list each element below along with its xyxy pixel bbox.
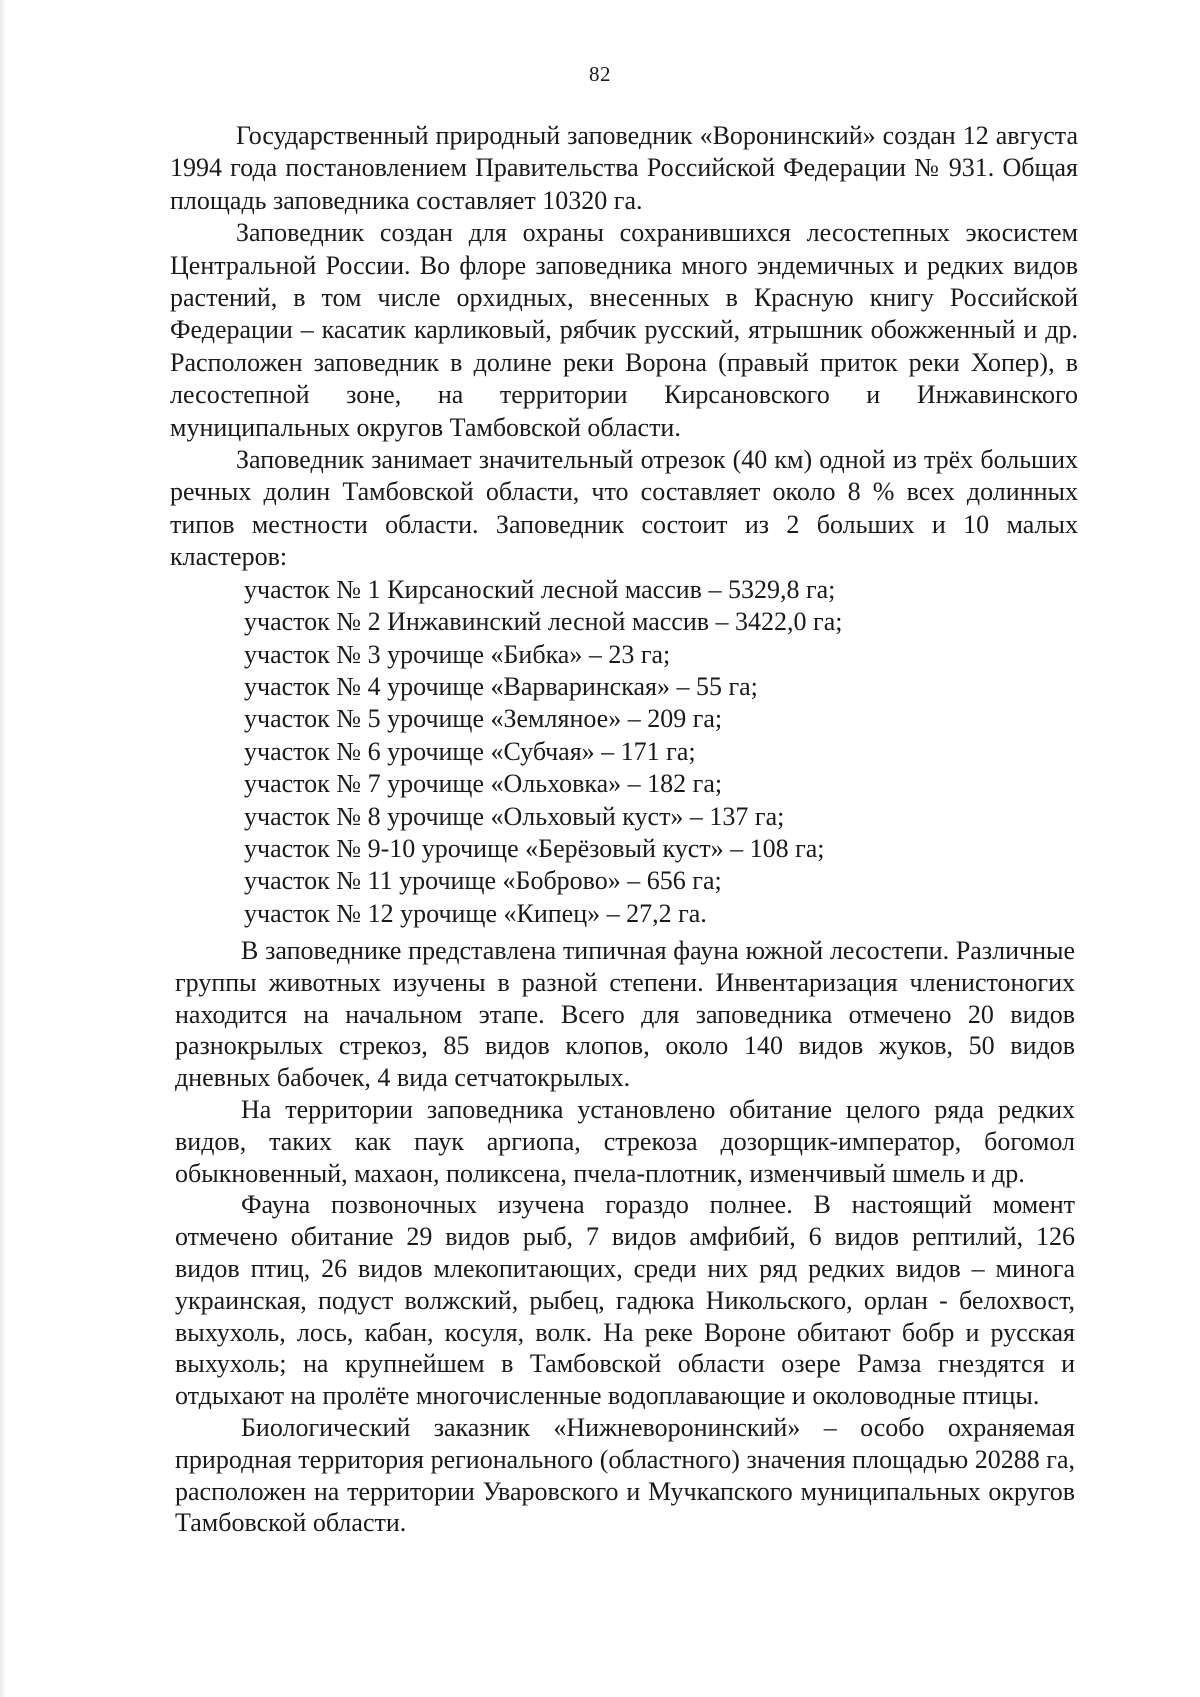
paragraph-reserve: Биологический заказник «Нижневоронинский» – особо охраняемая природная территория регионального (областного) значения площадью 20288 га, расположен на территории Уваровского и Мучкапского муниципальных округов Тамбовской области. bbox=[175, 1412, 1075, 1538]
list-item: участок № 8 урочище «Ольховый куст» – 137 га; bbox=[244, 801, 785, 831]
list-item: участок № 11 урочище «Боброво» – 656 га; bbox=[244, 866, 722, 896]
list-item: участок № 7 урочище «Ольховка» – 182 га; bbox=[244, 769, 723, 799]
paragraph-rare-species: На территории заповедника установлено обитание целого ряда редких видов, таких как паук аргиопа, стрекоза дозорщик-император, богомол обыкновенный, махаон, поликсена, пчела-плотник, изменчивый шмель и др. bbox=[175, 1094, 1075, 1188]
list-item: участок № 6 урочище «Субчая» – 171 га; bbox=[244, 736, 696, 766]
plot-list bbox=[170, 574, 1078, 930]
list-item: участок № 12 урочище «Кипец» – 27,2 га. bbox=[244, 898, 707, 928]
list-item: участок № 2 Инжавинский лесной массив – 3422,0 га; bbox=[244, 607, 843, 637]
scan-edge bbox=[0, 0, 6, 1697]
page-number: 82 bbox=[589, 62, 611, 86]
paragraph-fauna: В заповеднике представлена типичная фауна южной лесостепи. Различные группы животных изучены в разной степени. Инвентаризация членистоногих находится на начальном этапе. Всего для заповедника отмечено 20 видов разнокрылых стрекоз, 85 видов клопов, около 140 видов жуков, 50 видов дневных бабочек, 4 вида сетчатокрылых. bbox=[175, 936, 1075, 1093]
list-item: участок № 1 Кирсаноский лесной массив – 5329,8 га; bbox=[244, 574, 836, 604]
paragraph-establishment: Государственный природный заповедник «Воронинский» создан 12 августа 1994 года постановлением Правительства Российской Федерации № 931. Общая площадь заповедника составляет 10320 га. bbox=[170, 121, 1078, 215]
paragraph-flora: Заповедник создан для охраны сохранившихся лесостепных экосистем Центральной России. Во флоре заповедника много эндемичных и редких видов растений, в том числе орхидных, внесенных в Красную книгу Российской Федерации – касатик карликовый, рябчик русский, ятрышник обожженный и др. Расположен заповедник в долине реки Ворона (правый приток реки Хопер), в лесостепной зоне, на территории Кирсановского и Инжавинского муниципальных округов Тамбовской области. bbox=[170, 218, 1078, 442]
list-item: участок № 5 урочище «Земляное» – 209 га; bbox=[244, 704, 723, 734]
list-item: участок № 9-10 урочище «Берёзовый куст» – 108 га; bbox=[244, 833, 825, 863]
document-body-top bbox=[170, 120, 1078, 930]
list-item: участок № 3 урочище «Бибка» – 23 га; bbox=[244, 639, 671, 669]
list-item: участок № 4 урочище «Варваринская» – 55 га; bbox=[244, 671, 758, 701]
paragraph-clusters: Заповедник занимает значительный отрезок (40 км) одной из трёх больших речных долин Тамбовской области, что составляет около 8 % всех долинных типов местности области. Заповедник состоит из 2 больших и 10 малых кластеров: bbox=[170, 445, 1078, 572]
document-body-bottom bbox=[175, 935, 1075, 1539]
paragraph-vertebrates: Фауна позвоночных изучена гораздо полнее. В настоящий момент отмечено обитание 29 видов рыб, 7 видов амфибий, 6 видов рептилий, 126 видов птиц, 26 видов млекопитающих, среди них ряд редких видов – минога украинская, подуст волжский, рыбец, гадюка Никольского, орлан - белохвост, выхухоль, лось, кабан, косуля, волк. На реке Вороне обитают бобр и русская выхухоль; на крупнейшем в Тамбовской области озере Рамза гнездятся и отдыхают на пролёте многочисленные водоплавающие и околоводные птицы. bbox=[175, 1190, 1075, 1411]
